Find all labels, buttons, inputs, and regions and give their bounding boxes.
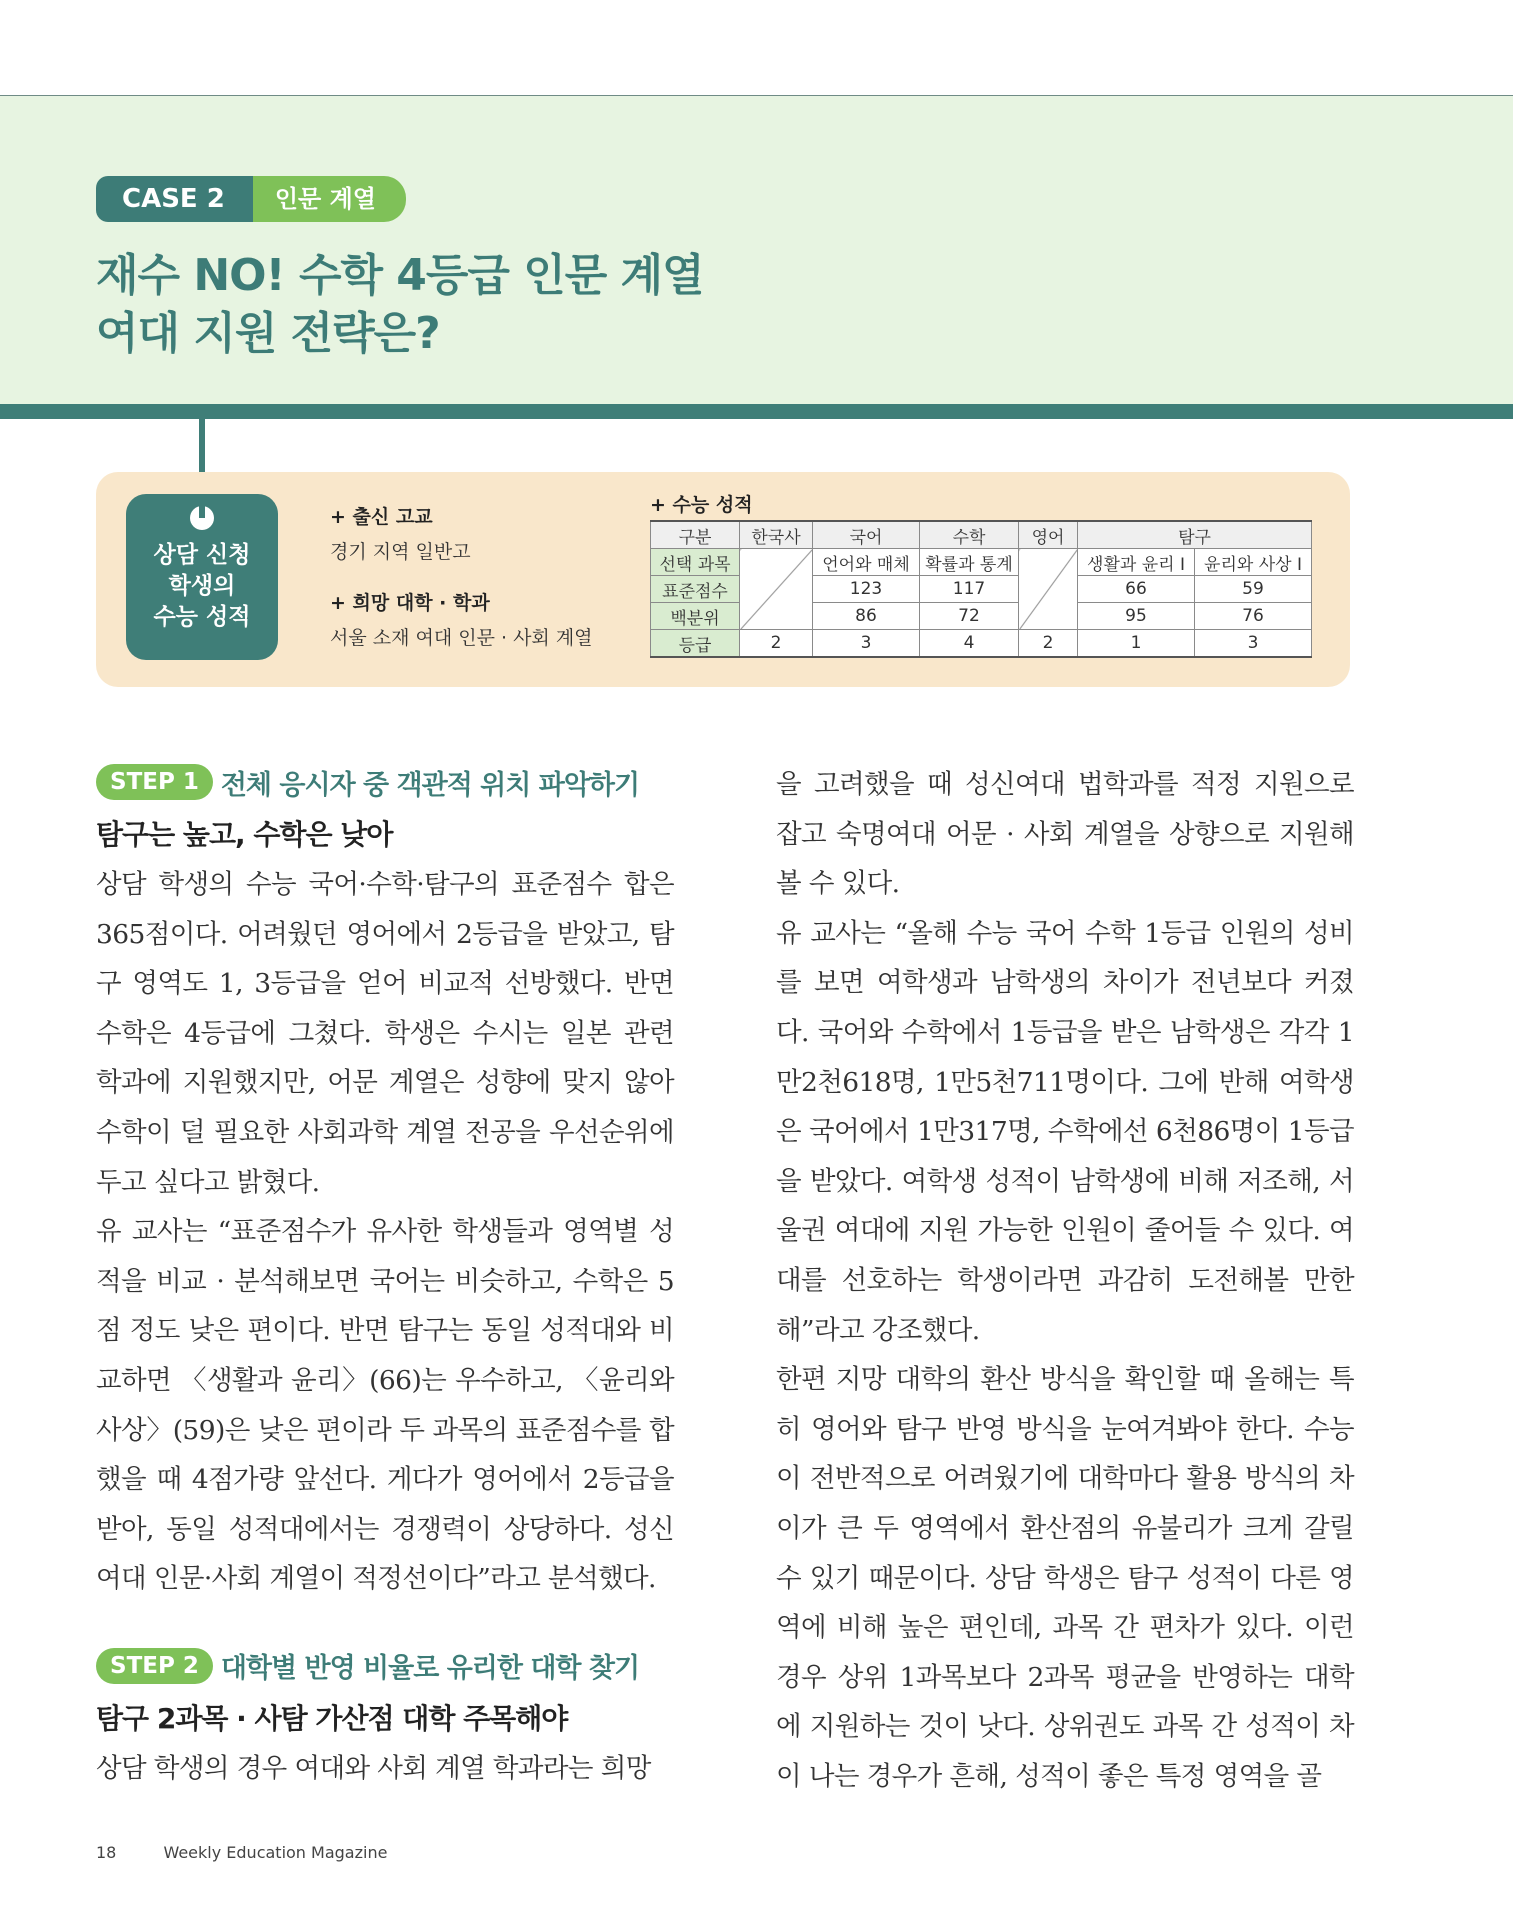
magazine-name: Weekly Education Magazine	[163, 1843, 388, 1862]
target-value: 서울 소재 여대 인문 · 사회 계열	[330, 627, 593, 649]
step1-title: 전체 응시자 중 객관적 위치 파악하기	[220, 769, 640, 801]
page-number: 18	[96, 1843, 117, 1862]
table-cell: 2	[1019, 630, 1078, 658]
step1-subtitle: 탐구는 높고, 수학은 낮아	[96, 818, 393, 851]
header-bar	[0, 404, 1513, 419]
step1-paragraph: 상담 학생의 수능 국어·수학·탐구의 표준점수 합은 365점이다. 어려웠던 영어에서 2등급을 받았고, 탐구 영역도 1, 3등급을 얻어 비교적 선방했다. 반면 수학은 4등급에 그쳤다. 학생은 수시는 일본 관련 학과에 지원했지만, 어문 계열은 성향에 맞지 않아 수학이 덜 필요한 사회과학 계열 전공을 우선순위에 두고 싶다고 밝혔다.	[96, 869, 674, 1198]
body-paragraph: 유 교사는 “올해 수능 국어 수학 1등급 인원의 성비를 보면 여학생과 남학생의 차이가 전년보다 커졌다. 국어와 수학에서 1등급을 받은 남학생은 각각 1만2천618명, 1만5천711명이다. 그에 반해 여학생은 국어에서 1만317명, 수학에선 6천86명이 1등급을 받았다. 여학생 성적이 남학생에 비해 저조해, 서울권 여대에 지원 가능한 인원이 줄어들 수 있다. 여대를 선호하는 학생이라면 과감히 도전해볼 만한 해”라고 강조했다.	[776, 917, 1354, 1346]
left-column	[96, 760, 674, 1794]
table-row	[651, 630, 1312, 658]
step1-paragraph: 유 교사는 “표준점수가 유사한 학생들과 영역별 성적을 비교 · 분석해보면 국어는 비슷하고, 수학은 5점 정도 낮은 편이다. 반면 탐구는 동일 성적대와 비교하면 〈생활과 윤리〉(66)는 우수하고, 〈윤리와 사상〉(59)은 낮은 편이라 두 과목의 표준점수를 합했을 때 4점가량 앞선다. 게다가 영어에서 2등급을 받아, 동일 성적대에서는 경쟁력이 상당하다. 성신여대 인문·사회 계열이 적정선이다”라고 분석했다.	[96, 1216, 674, 1595]
title-line-1: 재수 NO! 수학 4등급 인문 계열	[96, 250, 704, 301]
header-cell: 수학	[920, 521, 1019, 549]
table-header-row	[651, 521, 1312, 549]
table-cell: 66	[1078, 576, 1195, 603]
table-cell: 86	[813, 603, 920, 630]
badge-line: 학생의	[168, 573, 236, 599]
step2-heading	[96, 1644, 674, 1688]
page-title	[96, 247, 896, 363]
table-cell: 76	[1195, 603, 1312, 630]
empty-cell	[1019, 549, 1078, 630]
pin-icon	[190, 506, 214, 530]
case-tag	[96, 176, 406, 222]
header-cell: 한국사	[740, 521, 813, 549]
case-label: CASE 2	[96, 176, 253, 222]
table-cell: 확률과 통계	[920, 549, 1019, 576]
scores-table	[650, 520, 1312, 658]
table-cell: 95	[1078, 603, 1195, 630]
body-paragraph: 을 고려했을 때 성신여대 법학과를 적정 지원으로 잡고 숙명여대 어문 · 사회 계열을 상향으로 지원해 볼 수 있다.	[776, 769, 1354, 900]
body-paragraph: 한편 지망 대학의 환산 방식을 확인할 때 올해는 특히 영어와 탐구 반영 방식을 눈여겨봐야 한다. 수능이 전반적으로 어려웠기에 대학마다 활용 방식의 차이가 큰 두 영역에서 환산점의 유불리가 크게 갈릴 수 있기 때문이다. 상담 학생은 탐구 성적이 다른 영역에 비해 높은 편인데, 과목 간 편차가 있다. 이런 경우 상위 1과목보다 2과목 평균을 반영하는 대학에 지원하는 것이 낫다. 상위권도 과목 간 성적이 차이 나는 경우가 흔해, 성적이 좋은 특정 영역을 골	[776, 1364, 1354, 1792]
school-info	[330, 502, 471, 564]
step1-heading	[96, 760, 674, 804]
table-cell: 123	[813, 576, 920, 603]
footer	[96, 1843, 387, 1862]
table-cell: 3	[1195, 630, 1312, 658]
badge-line: 수능 성적	[153, 604, 251, 630]
table-cell: 언어와 매체	[813, 549, 920, 576]
row-label: 선택 과목	[651, 549, 740, 576]
step2-paragraph: 상담 학생의 경우 여대와 사회 계열 학과라는 희망	[96, 1752, 651, 1784]
row-label: 표준점수	[651, 576, 740, 603]
step1-pill: STEP 1	[96, 764, 213, 800]
target-info	[330, 588, 593, 650]
table-cell: 3	[813, 630, 920, 658]
category-label: 인문 계열	[253, 176, 406, 222]
table-cell: 1	[1078, 630, 1195, 658]
header-cell: 국어	[813, 521, 920, 549]
header-cell: 영어	[1019, 521, 1078, 549]
step2-pill: STEP 2	[96, 1648, 213, 1684]
header-cell: 구분	[651, 521, 740, 549]
row-label: 등급	[651, 630, 740, 658]
school-heading: + 출신 고교	[330, 506, 433, 528]
right-column	[776, 760, 1354, 1801]
step2-subtitle: 탐구 2과목 · 사탐 가산점 대학 주목해야	[96, 1701, 568, 1735]
profile-badge	[126, 494, 278, 660]
table-cell: 117	[920, 576, 1019, 603]
school-value: 경기 지역 일반고	[330, 541, 471, 563]
step2-title: 대학별 반영 비율로 유리한 대학 찾기	[220, 1653, 640, 1685]
table-cell: 윤리와 사상 Ⅰ	[1195, 549, 1312, 576]
table-cell: 생활과 윤리 Ⅰ	[1078, 549, 1195, 576]
table-cell: 4	[920, 630, 1019, 658]
table-cell: 59	[1195, 576, 1312, 603]
table-row	[651, 549, 1312, 576]
header-cell: 탐구	[1078, 521, 1312, 549]
title-line-2: 여대 지원 전략은?	[96, 308, 440, 359]
table-cell: 72	[920, 603, 1019, 630]
scores-heading: + 수능 성적	[650, 494, 753, 516]
empty-cell	[740, 549, 813, 630]
table-cell: 2	[740, 630, 813, 658]
row-label: 백분위	[651, 603, 740, 630]
badge-line: 상담 신청	[153, 542, 251, 568]
target-heading: + 희망 대학 · 학과	[330, 592, 490, 614]
